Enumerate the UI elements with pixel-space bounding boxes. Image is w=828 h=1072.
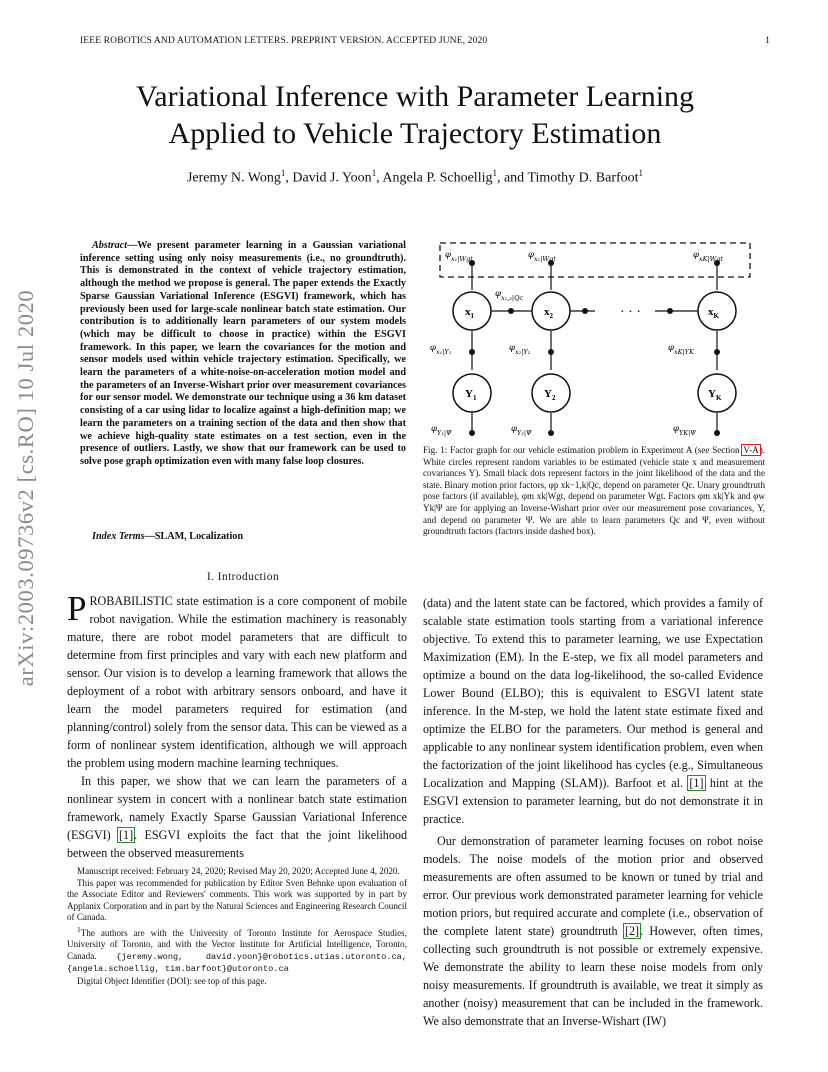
intro-text-1: ROBABILISTIC state estimation is a core component of mobile robot navigation. While the estimation machinery is reasonably mature, there are robot model parameters that are difficult to determine from first principles and vary with each new platform and sensor. Our vision is to develop a learning framework that allows the deployment of a robot with arbitrary sensors onboard, and have it learn the model parameters required for estimation (and planning/control) solely from the sensor data. This can be viewed as a form of nonlinear system identification, although we will approach the problem using modern machine learning techniques. [67, 594, 407, 770]
footnote-editor: This paper was recommended for publication by Editor Sven Behnke upon evaluation of the Associate Editor and Reviewers' comments. This work was supported by in part by Applanix Corporation and in part by the Natural Sciences and Engineering Research Council of Canada. [67, 877, 407, 922]
page-number: 1 [765, 35, 770, 46]
affiliation-mark: 1 [371, 168, 377, 178]
prior-factor-label: $\varphi_{x_1,_2|Qc}$ [495, 289, 524, 302]
author-name: David J. Yoon [292, 170, 372, 186]
state-node-x2 [532, 292, 570, 330]
intro-paragraph-2 [67, 772, 407, 862]
title-line-2: Applied to Vehicle Trajectory Estimation [168, 117, 662, 150]
footnote-doi: Digital Object Identifier (DOI): see top of this page. [77, 975, 267, 986]
section-link[interactable]: V-A [743, 445, 759, 455]
caption-text-a: Fig. 1: Factor graph for our vehicle estimation problem in Experiment A (see Section [423, 445, 743, 455]
affiliation-mark: 1 [280, 168, 286, 178]
factor-graph-svg [425, 238, 770, 443]
paper-title [80, 78, 750, 152]
citation-link[interactable]: [1] [119, 828, 134, 842]
arxiv-id: arXiv:2003.09736v2 [cs.RO] 10 Jul 2020 [13, 289, 38, 687]
iw-factor-label-1: $\varphi_{\Upsilon_1|\Psi}$ [431, 424, 452, 437]
affiliation-mark: 1 [77, 924, 81, 934]
node-label-x2: $x_2$ [544, 306, 553, 320]
motion-prior-factor-dot [667, 308, 673, 314]
iw-factor-label-K: $\varphi_{\Upsilon K|\Psi}$ [673, 424, 696, 437]
right-column [423, 594, 763, 1030]
node-label-Y1: $\Upsilon_1$ [465, 388, 477, 402]
intro-text-2b: . ESGVI exploits the fact that the joint likelihood between the observed measurements [67, 828, 407, 860]
iw-factor-dot [714, 430, 720, 436]
iw-factor-dot [469, 430, 475, 436]
right-text-1b: hint at the ESGVI extension to parameter learning, but do not demonstrate it in practice. [423, 776, 763, 826]
author-name: Timothy D. Barfoot [527, 170, 639, 186]
caption-text-b: ). White circles represent random variables to be estimated (vehicle state x and measurement covariances Υ). Small black dots represent factors in the joint likelihood of the data and the state. Binary motion prior factors, φp xk−1,k|Qc, depend on parameter Qc. Unary groundtruth pose factors (if available), φm xk|Wgt, depend on parameter Wgt. Factors φm xk|Υk and φw Υk|Ψ are for applying an Inverse-Wishart prior over our measurement pose covariances, Υ, and depend on parameter Ψ. We are able to learn parameters Qc and Ψ, even without groundtruth factors (factors inside dashed box). [423, 445, 765, 537]
intro-paragraph-1 [67, 589, 407, 772]
right-paragraph-1 [423, 594, 763, 828]
footnote-affiliation [67, 924, 407, 976]
index-label: Index Terms [92, 531, 145, 542]
figure-caption [423, 445, 765, 538]
state-node-xK [698, 292, 736, 330]
node-label-xK: $x_K$ [708, 306, 719, 320]
gt-factor-label-2: $\varphi_{x_2|Wgt}$ [528, 250, 556, 263]
factor-graph-figure [425, 238, 770, 443]
motion-prior-factor-dot [582, 308, 588, 314]
abstract-text: —We present parameter learning in a Gaussian variational inference setting using only noisy measurements (i.e., no groundtruth). This is demonstrated in the context of vehicle trajectory estimation, although the method we propose is general. The paper extends the Exactly Sparse Gaussian Variational Inference (ESGVI) framework, which has previously been used for large-scale nonlinear batch state estimation. Our contribution is to additionally learn parameters of our system models (which may be difficult to choose in practice) within the ESGVI framework. In this paper, we learn the covariances for the motion and sensor models used within vehicle trajectory estimation. Specifically, we learn the parameters of a white-noise-on-acceleration motion model and the parameters of an Inverse-Wishart prior over measurement covariances for our sensor model. We demonstrate our technique using a 36 km dataset consisting of a car using lidar to localize against a high-definition map; we learn the parameters on a training section of the data and then show that we achieve high-quality state estimates on a test section, even in the presence of outliers. Lastly, we show that our framework can be used to solve pose graph optimization even with many false loop closures. [80, 240, 406, 467]
gt-factor-label-1: $\varphi_{x_1|Wgt}$ [445, 250, 473, 263]
journal-name: IEEE ROBOTICS AND AUTOMATION LETTERS. PREPRINT VERSION. ACCEPTED JUNE, 2020 [80, 35, 488, 46]
abstract-label: Abstract [92, 240, 128, 251]
citation-link[interactable]: [1] [689, 776, 704, 790]
measurement-factor-dot [469, 349, 475, 355]
node-label-x1: $x_1$ [465, 306, 474, 320]
node-label-YK: $\Upsilon_K$ [708, 388, 722, 402]
author-list: Jeremy N. Wong$^1$, David J. Yoon$^1$, Angela P. Schoellig$^1$, and Timothy D. Barfoot$^1$ [186, 168, 644, 186]
meas-factor-label-1: $\varphi_{x_1|\Upsilon_1}$ [430, 343, 452, 356]
footnotes [67, 866, 407, 987]
affiliation-mark: 1 [492, 168, 497, 178]
email-addresses: {jeremy.wong, david.yoon}@robotics.utias.utoronto.ca, {angela.schoellig, tim.barfoot}@utoronto.ca [67, 951, 407, 975]
abstract [80, 240, 406, 469]
arxiv-watermark [6, 0, 46, 1072]
ellipsis-dots: · · · [620, 305, 641, 320]
state-node-x1 [453, 292, 491, 330]
index-text: —SLAM, Localization [144, 531, 244, 542]
affiliation-text: The authors are with the University of Toronto Institute for Aerospace Studies, University of Toronto, and with the Vector Institute for Artificial Intelligence, Toronto, Canada. [67, 927, 407, 961]
right-text-2b: . However, often times, collecting such groundtruth is not possible or extremely expensive. We demonstrate the ability to learn these noise models from only noisy measurements. If groundtruth is available, we treat it simply as another (noisy) measurement that can be included in the framework. We also demonstrate that an Inverse-Wishart (IW) [423, 924, 764, 1028]
gt-factor-label-K: $\varphi_{xK|Wgt}$ [693, 250, 724, 263]
author-name: Jeremy N. Wong [186, 170, 281, 186]
author-name: Angela P. Schoellig [382, 170, 493, 186]
node-label-Y2: $\Upsilon_2$ [544, 388, 556, 402]
citation-link[interactable]: [2] [624, 924, 640, 938]
motion-prior-factor-dot [508, 308, 514, 314]
right-text-1a: (data) and the latent state can be factored, which provides a family of scalable state estimation tools starting from a variational inference objective. To extend this to parameter learning, we use Expectation Maximization (EM). In the E-step, we fix all model parameters and optimize a bound on the data log-likelihood, the so-called Evidence Lower Bound (ELBO); this is equivalent to ESGVI latent state inference. In the M-step, we hold the latent state estimate fixed and optimize the ELBO for the parameters. Our method is general and applicable to any nonlinear system identification problem, even when the factorization of the joint likelihood has cycles (e.g., Simultaneous Localization and Mapping (SLAM)). Barfoot et al. [423, 596, 763, 790]
right-text-2a: Our demonstration of parameter learning focuses on robot noise models. The noise models of the motion prior and observed measurements are often assumed to be known or tuned by trial and error. Our previous work demonstrated parameter learning for vehicle motion priors, but required accurate and complete (i.e., observation of the complete latent state) groundtruth [423, 834, 763, 938]
measurement-factor-dot [714, 349, 720, 355]
meas-factor-label-2: $\varphi_{x_2|\Upsilon_2}$ [509, 343, 531, 356]
running-header [80, 35, 770, 46]
footnote-received: Manuscript received: February 24, 2020; Revised May 20, 2020; Accepted June 4, 2020. [77, 866, 400, 876]
title-line-1: Variational Inference with Parameter Learning [135, 80, 695, 113]
section-heading: I. Introduction [206, 571, 280, 583]
right-paragraph-2 [423, 832, 763, 1030]
measurement-factor-dot [548, 349, 554, 355]
intro-column [67, 589, 407, 862]
index-terms [80, 531, 406, 542]
affiliation-mark: 1 [638, 168, 644, 178]
meas-factor-label-K: $\varphi_{xK|\Upsilon K}$ [668, 343, 694, 356]
covariance-node-K [698, 374, 736, 412]
drop-cap: P [67, 589, 87, 628]
iw-factor-dot [548, 430, 554, 436]
iw-factor-label-2: $\varphi_{\Upsilon_2|\Psi}$ [511, 424, 532, 437]
intro-text-2a: In this paper, we show that we can learn the parameters of a nonlinear system in concert with a nonlinear batch state estimation framework, namely Exactly Sparse Gaussian Variational Inference (ESGVI) [67, 774, 407, 842]
